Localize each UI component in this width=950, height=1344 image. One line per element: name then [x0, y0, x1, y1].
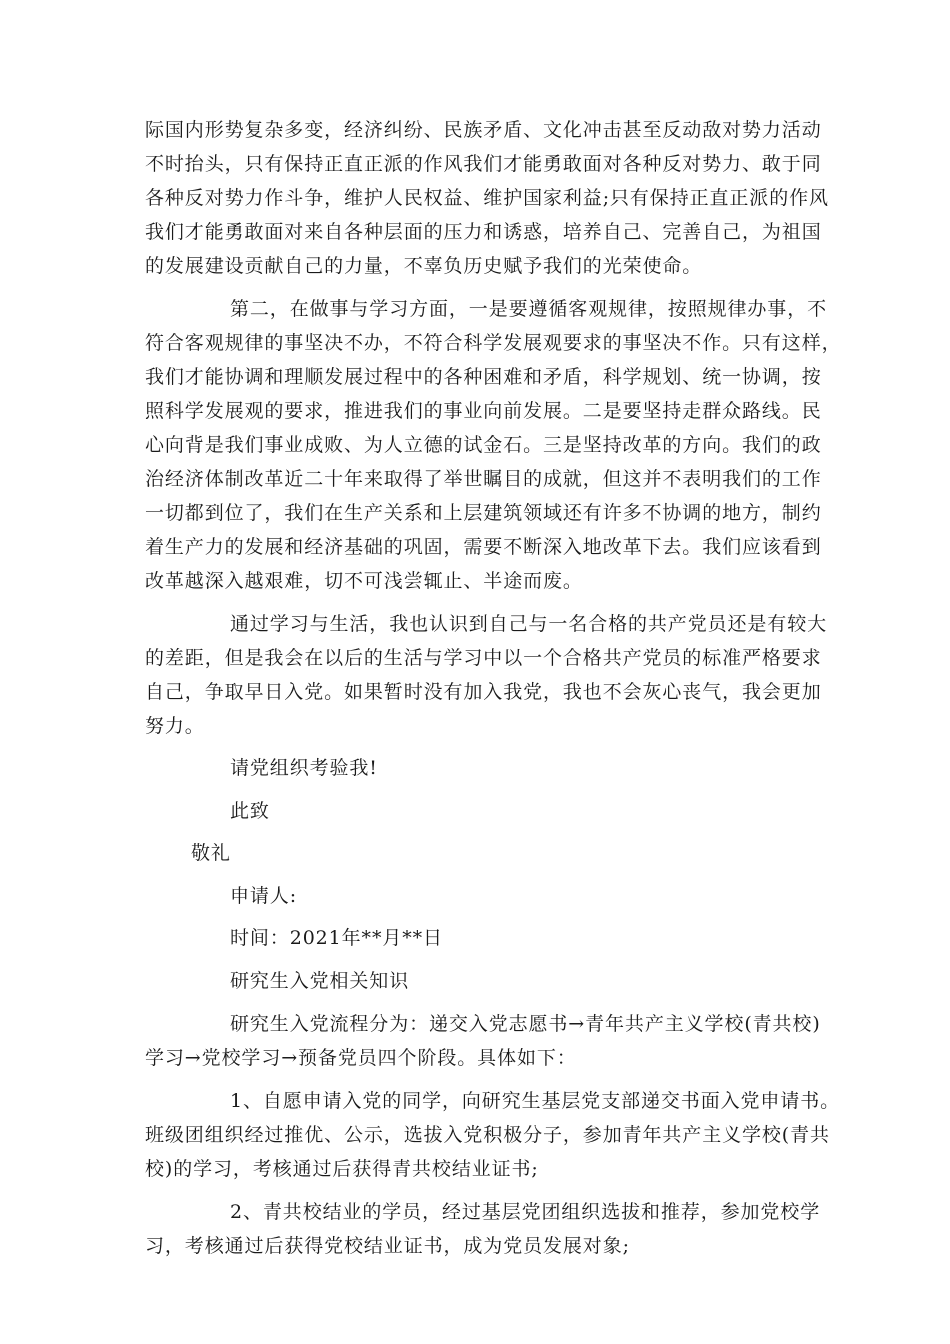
closing-respect: 敬礼: [191, 842, 231, 864]
paragraph-line: 学习→党校学习→预备党员四个阶段。具体如下：: [145, 1047, 577, 1069]
paragraph-line: 一切都到位了，我们在生产关系和上层建筑领域还有许多不协调的地方，制约: [145, 502, 822, 524]
paragraph-line: 第二，在做事与学习方面，一是要遵循客观规律，按照规律办事，不: [230, 298, 828, 320]
paragraph-line: 班级团组织经过推优、公示，选拔入党积极分子，参加青年共产主义学校(青共: [145, 1124, 830, 1146]
closing-salutation: 此致: [230, 800, 270, 822]
section-heading: 研究生入党相关知识: [230, 970, 410, 992]
paragraph-line: 我们才能协调和理顺发展过程中的各种困难和矛盾，科学规划、统一协调，按: [145, 366, 822, 388]
paragraph-line: 照科学发展观的要求，推进我们的事业向前发展。二是要坚持走群众路线。民: [145, 400, 822, 422]
paragraph-line: 2、青共校结业的学员，经过基层党团组织选拔和推荐，参加党校学: [230, 1201, 821, 1223]
paragraph-line: 1、自愿申请入党的同学，向研究生基层党支部递交书面入党申请书。: [230, 1090, 840, 1112]
paragraph-line: 符合客观规律的事坚决不办，不符合科学发展观要求的事坚决不作。只有这样，: [145, 332, 842, 354]
paragraph-line: 不时抬头，只有保持正直正派的作风我们才能勇敢面对各种反对势力、敢于同: [145, 153, 822, 175]
paragraph-line: 我们才能勇敢面对来自各种层面的压力和诱惑，培养自己、完善自己，为祖国: [145, 221, 822, 243]
closing-request: 请党组织考验我!: [230, 757, 378, 779]
paragraph-line: 心向背是我们事业成败、为人立德的试金石。三是坚持改革的方向。我们的政: [145, 434, 822, 456]
paragraph-line: 着生产力的发展和经济基础的巩固，需要不断深入地改革下去。我们应该看到: [145, 536, 822, 558]
paragraph-line: 努力。: [145, 715, 205, 737]
paragraph-line: 自己，争取早日入党。如果暂时没有加入我党，我也不会灰心丧气，我会更加: [145, 681, 822, 703]
paragraph-line: 的差距，但是我会在以后的生活与学习中以一个合格共产党员的标准严格要求: [145, 647, 822, 669]
paragraph-line: 各种反对势力作斗争，维护人民权益、维护国家利益;只有保持正直正派的作风: [145, 187, 829, 209]
paragraph-line: 治经济体制改革近二十年来取得了举世瞩目的成就，但这并不表明我们的工作: [145, 468, 822, 490]
paragraph-line: 校)的学习，考核通过后获得青共校结业证书;: [145, 1158, 539, 1180]
paragraph-line: 的发展建设贡献自己的力量，不辜负历史赋予我们的光荣使命。: [145, 255, 703, 277]
applicant-label: 申请人:: [230, 885, 298, 907]
paragraph-line: 际国内形势复杂多变，经济纠纷、民族矛盾、文化冲击甚至反动敌对势力活动: [145, 119, 822, 141]
paragraph-line: 研究生入党流程分为：递交入党志愿书→青年共产主义学校(青共校): [230, 1013, 821, 1035]
paragraph-line: 改革越深入越艰难，切不可浅尝辄止、半途而废。: [145, 570, 583, 592]
paragraph-line: 通过学习与生活，我也认识到自己与一名合格的共产党员还是有较大: [230, 613, 828, 635]
date-line: 时间：2021年**月**日: [230, 927, 443, 949]
paragraph-line: 习，考核通过后获得党校结业证书，成为党员发展对象;: [145, 1235, 630, 1257]
